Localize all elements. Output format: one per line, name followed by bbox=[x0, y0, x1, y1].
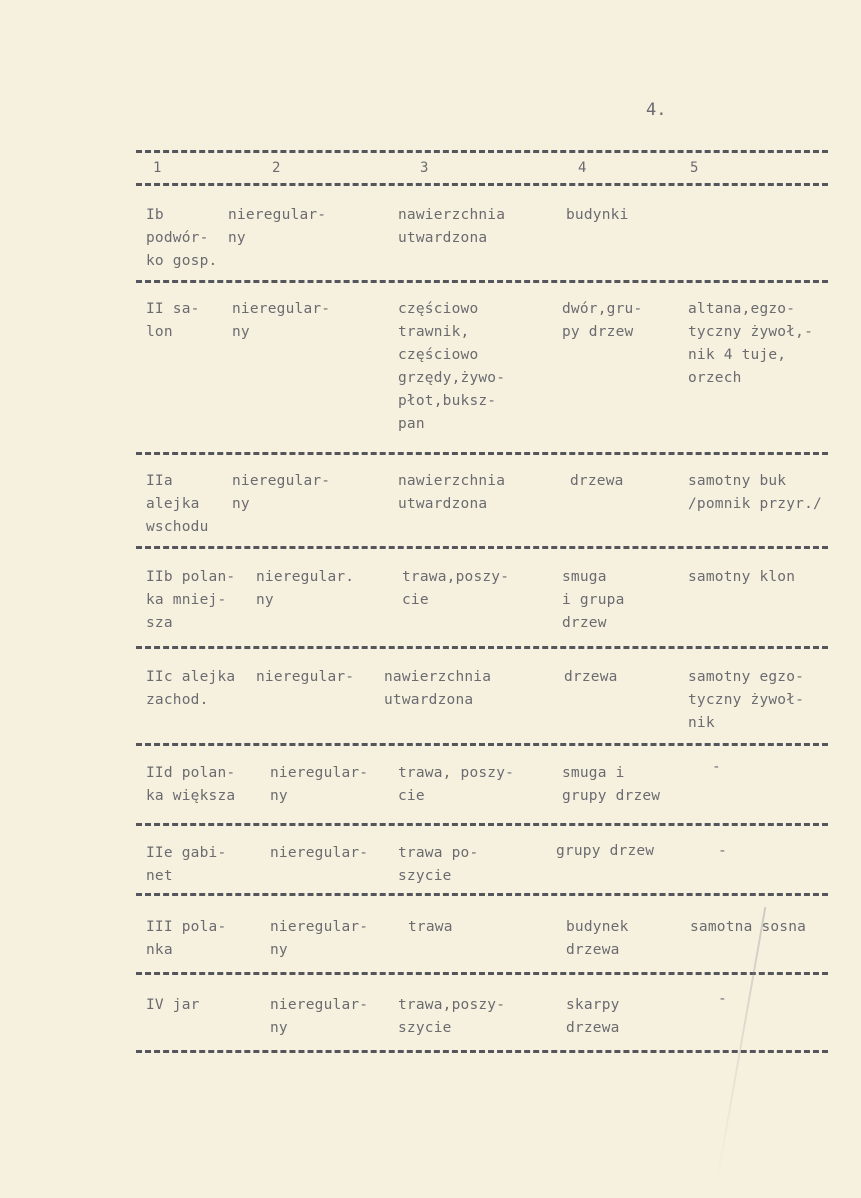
row-iia-col2: nieregular- ny bbox=[232, 473, 331, 512]
row-divider bbox=[136, 743, 828, 746]
row-iia-col5: samotny buk /pomnik przyr./ bbox=[688, 473, 822, 512]
row-iii-col1: III pola- nka bbox=[146, 919, 227, 958]
row-iid-col4: smuga i grupy drzew bbox=[562, 765, 661, 804]
row-iii-col3: trawa bbox=[408, 919, 453, 935]
row-ib-col3: nawierzchnia utwardzona bbox=[398, 207, 506, 246]
column-header-1: 1 bbox=[153, 160, 162, 176]
row-iii-col2: nieregular- ny bbox=[270, 919, 369, 958]
row-iia-col3: nawierzchnia utwardzona bbox=[398, 473, 506, 512]
row-ii-col1: II sa- lon bbox=[146, 301, 200, 340]
column-header-3: 3 bbox=[420, 160, 429, 176]
row-iv-col2: nieregular- ny bbox=[270, 997, 369, 1036]
row-ib-col1: Ib podwór- ko gosp. bbox=[146, 207, 218, 269]
row-ii-col2: nieregular- ny bbox=[232, 301, 331, 340]
row-iid-col3: trawa, poszy- cie bbox=[398, 765, 515, 804]
row-ii-col3: częściowo trawnik, częściowo grzędy,żywo- płot,buksz- pan bbox=[398, 301, 506, 432]
row-iie-col4: grupy drzew bbox=[556, 843, 655, 859]
row-iii-col5: samotna sosna bbox=[690, 919, 807, 935]
row-iv-col5: - bbox=[718, 991, 727, 1007]
rule-top bbox=[136, 150, 828, 153]
paper-scratch-mark bbox=[716, 907, 767, 1183]
row-iib-col5: samotny klon bbox=[688, 569, 796, 585]
row-divider bbox=[136, 646, 828, 649]
rule-bottom bbox=[136, 1050, 828, 1053]
column-header-5: 5 bbox=[690, 160, 699, 176]
row-iii-col4: budynek drzewa bbox=[566, 919, 629, 958]
row-iid-col2: nieregular- ny bbox=[270, 765, 369, 804]
row-divider bbox=[136, 546, 828, 549]
row-iie-col1: IIe gabi- net bbox=[146, 845, 227, 884]
row-iia-col4: drzewa bbox=[570, 473, 624, 489]
row-ib-col4: budynki bbox=[566, 207, 629, 223]
row-iv-col3: trawa,poszy- szycie bbox=[398, 997, 506, 1036]
row-ib-col2: nieregular- ny bbox=[228, 207, 327, 246]
row-iia-col1: IIa alejka wschodu bbox=[146, 473, 209, 535]
row-iib-col1: IIb polan- ka mniej- sza bbox=[146, 569, 236, 631]
row-ii-col4: dwór,gru- py drzew bbox=[562, 301, 643, 340]
row-iie-col5: - bbox=[718, 843, 727, 859]
row-ii-col5: altana,egzo- tyczny żywoł,- nik 4 tuje, orzech bbox=[688, 301, 814, 386]
rule-header-bottom bbox=[136, 183, 828, 186]
row-iib-col2: nieregular. ny bbox=[256, 569, 355, 608]
row-iv-col4: skarpy drzewa bbox=[566, 997, 620, 1036]
row-iid-col1: IId polan- ka większa bbox=[146, 765, 236, 804]
column-header-2: 2 bbox=[272, 160, 281, 176]
row-divider bbox=[136, 972, 828, 975]
row-iib-col3: trawa,poszy- cie bbox=[402, 569, 510, 608]
row-iie-col2: nieregular- bbox=[270, 845, 369, 861]
row-iic-col4: drzewa bbox=[564, 669, 618, 685]
row-iic-col2: nieregular- bbox=[256, 669, 355, 685]
row-iid-col5: - bbox=[712, 759, 721, 775]
row-divider bbox=[136, 823, 828, 826]
page-number: 4. bbox=[646, 100, 667, 120]
row-iib-col4: smuga i grupa drzew bbox=[562, 569, 625, 631]
row-iic-col3: nawierzchnia utwardzona bbox=[384, 669, 492, 708]
row-divider bbox=[136, 452, 828, 455]
row-iic-col5: samotny egzo- tyczny żywoł- nik bbox=[688, 669, 805, 731]
row-iie-col3: trawa po- szycie bbox=[398, 845, 479, 884]
row-divider bbox=[136, 280, 828, 283]
row-iv-col1: IV jar bbox=[146, 997, 200, 1013]
column-header-4: 4 bbox=[578, 160, 587, 176]
row-iic-col1: IIc alejka zachod. bbox=[146, 669, 236, 708]
row-divider bbox=[136, 893, 828, 896]
